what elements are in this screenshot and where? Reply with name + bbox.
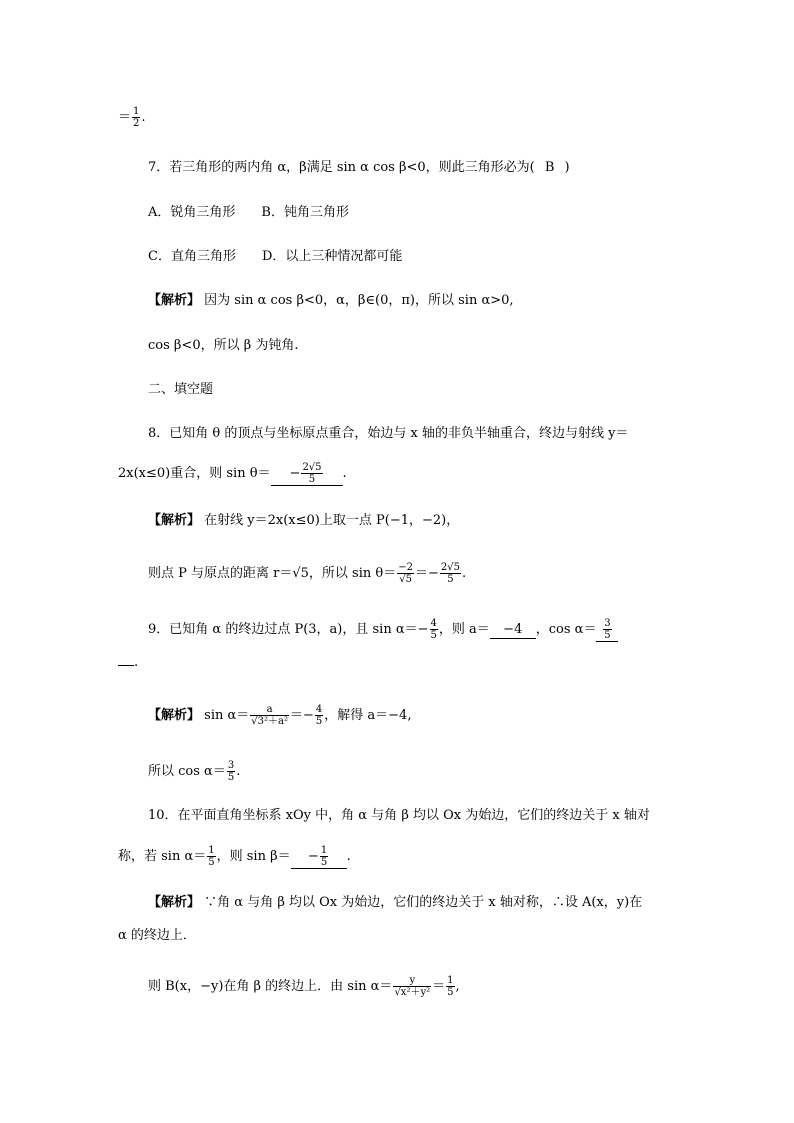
q10-analysis-line-2: α 的终边上． <box>118 928 196 943</box>
answer-q7: B <box>544 160 555 175</box>
q7-analysis-line-1: 【解析】 因为 sin α cos β<0，α，β∈(0，π)，所以 sin α>0, <box>148 293 514 308</box>
analysis-label: 【解析】 <box>148 293 201 308</box>
question-7: 7．若三角形的两内角 α，β满足 sin α cos β<0，则此三角形必为( B ) <box>148 160 570 175</box>
question-10-line-2: 称，若 sin α＝ $\frac{1}{5}$ ，则 sin β＝ − $\frac{1}{5}$ . <box>118 845 351 868</box>
question-8-line-2: 2x(x≤0)重合，则 sin θ＝ − $\frac{2√5}{5}$ . <box>118 462 347 485</box>
question-8-line-1: 8．已知角 θ 的顶点与坐标原点重合，始边与 x 轴的非负半轴重合，终边与射线 y＝ <box>148 426 629 441</box>
question-9-line-1: 9．已知角 α 的终边过点 P(3，a)，且 sin α＝− $\frac{4}{5}$ ，则 a＝ −4 ，cos α＝ $\frac{3}{5}$ <box>148 618 618 642</box>
analysis-label: 【解析】 <box>148 513 201 528</box>
analysis-label: 【解析】 <box>148 708 201 723</box>
question-9-line-2: . <box>118 655 138 671</box>
q9-analysis-line-2: 所以 cos α＝ $\frac{3}{5}$ . <box>148 760 241 783</box>
q7-options-ab: A．锐角三角形 B．钝角三角形 <box>148 205 349 220</box>
q7-analysis-line-2: cos β<0，所以 β 为钝角. <box>148 338 299 353</box>
q7-options-cd: C．直角三角形 D．以上三种情况都可能 <box>148 249 403 264</box>
q9-analysis-line-1: 【解析】 sin α＝ $\frac{a}{\text{√3²＋a²}}$ ＝− $\frac{4}{5}$ ，解得 a＝−4, <box>148 704 412 727</box>
section-title: 二、填空题 <box>148 382 214 397</box>
answer-blank-q9-cos: $\frac{3}{5}$ <box>596 618 618 642</box>
analysis-label: 【解析】 <box>148 895 201 910</box>
prev-answer-line: ＝ $\frac{1}{2}$ . <box>118 106 146 129</box>
answer-blank-q8: − $\frac{2√5}{5}$ <box>271 462 343 486</box>
q8-analysis-line-2: 则点 P 与原点的距离 r＝√5，所以 sin θ＝ $\frac{-2}{√5}$ ＝− $\frac{2√5}{5}$ . <box>148 562 467 585</box>
question-10-line-1: 10．在平面直角坐标系 xOy 中，角 α 与角 β 均以 Ox 为始边，它们的终边关于 x 轴对 <box>148 808 650 823</box>
q10-analysis-line-3: 则 B(x，−y)在角 β 的终边上．由 sin α＝ $\frac{y}{\text{√x²＋y²}}$ ＝ $\frac{1}{5}$ , <box>148 975 460 998</box>
answer-blank-q9-continued <box>118 665 134 666</box>
fraction: $\frac{1}{2}$ <box>133 106 140 129</box>
answer-blank-q9-a: −4 <box>490 622 536 639</box>
answer-blank-q10: − $\frac{1}{5}$ <box>291 845 347 869</box>
q8-analysis-line-1: 【解析】 在射线 y＝2x(x≤0)上取一点 P(−1，−2)， <box>148 513 460 528</box>
q10-analysis-line-1: 【解析】 ∵角 α 与角 β 均以 Ox 为始边，它们的终边关于 x 轴对称，∴设 A(x，y)在 <box>148 895 643 910</box>
